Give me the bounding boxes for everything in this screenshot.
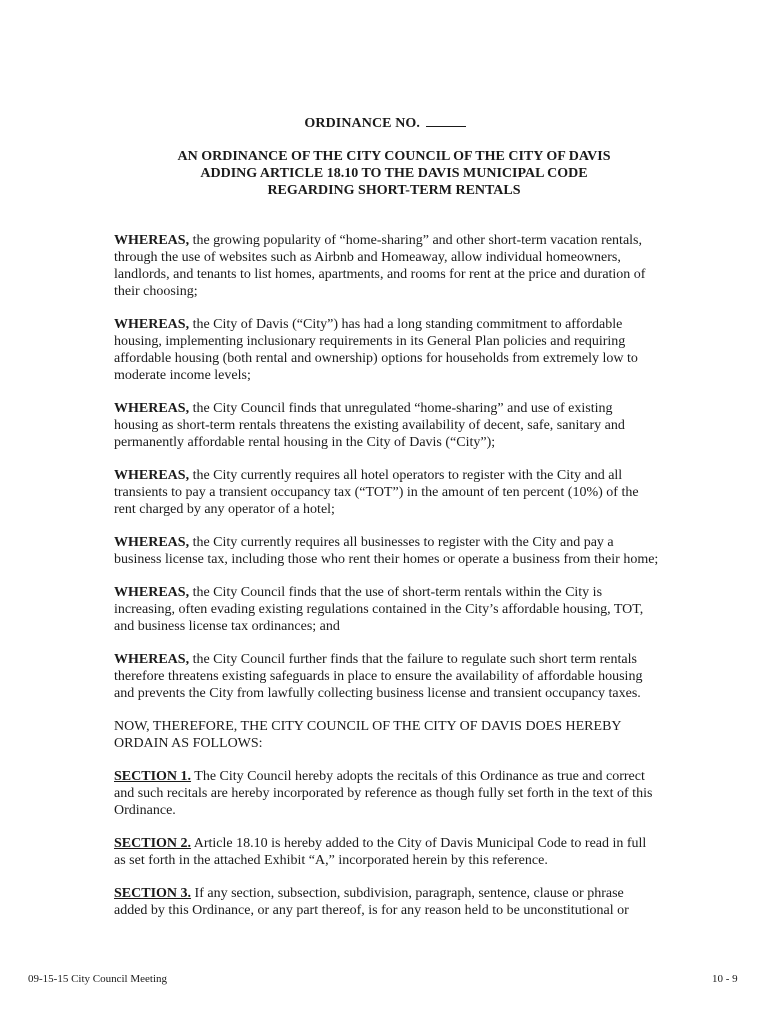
paragraph-line: ORDAIN AS FOLLOWS: (114, 736, 263, 751)
paragraph-line: landlords, and tenants to list homes, apartments, and rooms for rent at the price and duration of (114, 267, 646, 282)
section-2-paragraph (114, 835, 676, 869)
paragraph-line: through the use of websites such as Airbnb and Homeaway, allow individual homeowners, (114, 250, 621, 265)
document-body (114, 232, 676, 935)
paragraph-line: added by this Ordinance, or any part thereof, is for any reason held to be unconstitutional or (114, 903, 629, 918)
paragraph-line: NOW, THEREFORE, THE CITY COUNCIL OF THE CITY OF DAVIS DOES HEREBY (114, 719, 622, 734)
paragraph-line: moderate income levels; (114, 368, 251, 383)
ordinance-title (0, 114, 770, 132)
whereas-paragraph (114, 467, 676, 518)
whereas-lead: WHEREAS, (114, 401, 190, 416)
paragraph-line: their choosing; (114, 284, 198, 299)
paragraph-line: housing as short-term rentals threatens the existing availability of decent, safe, sanitary and (114, 418, 625, 433)
paragraph-line: and such recitals are hereby incorporated by reference as though fully set forth in the text of this (114, 786, 653, 801)
paragraph-line: therefore threatens existing safeguards in place to ensure the availability of affordable housing (114, 669, 643, 684)
paragraph-line: as set forth in the attached Exhibit “A,” incorporated herein by this reference. (114, 853, 548, 868)
subtitle-line: ADDING ARTICLE 18.10 TO THE DAVIS MUNICIPAL CODE (200, 166, 588, 181)
ordinance-number-blank (426, 114, 466, 127)
paragraph-line: and prevents the City from lawfully collecting business license and transient occupancy taxes. (114, 686, 641, 701)
paragraph-line: the City Council finds that unregulated “home-sharing” and use of existing (189, 401, 613, 416)
section-heading: SECTION 3. (114, 886, 192, 901)
section-heading: SECTION 2. (114, 836, 192, 851)
paragraph-line: Article 18.10 is hereby added to the City of Davis Municipal Code to read in full (191, 836, 647, 851)
now-therefore-paragraph (114, 718, 676, 752)
whereas-paragraph (114, 584, 676, 635)
whereas-lead: WHEREAS, (114, 535, 190, 550)
whereas-lead: WHEREAS, (114, 317, 190, 332)
footer-meeting-label: 09-15-15 City Council Meeting (28, 973, 168, 985)
paragraph-line: the growing popularity of “home-sharing” and other short-term vacation rentals, (189, 233, 642, 248)
paragraph-line: permanently affordable rental housing in the City of Davis (“City”); (114, 435, 496, 450)
whereas-lead: WHEREAS, (114, 585, 190, 600)
paragraph-line: If any section, subsection, subdivision, paragraph, sentence, clause or phrase (191, 886, 624, 901)
section-3-paragraph (114, 885, 676, 919)
paragraph-line: the City Council finds that the use of short-term rentals within the City is (189, 585, 603, 600)
section-1-paragraph (114, 768, 676, 819)
whereas-lead: WHEREAS, (114, 468, 190, 483)
footer-page-number: 10 - 9 (712, 973, 738, 985)
ordinance-subtitle (0, 148, 770, 199)
paragraph-line: the City Council further finds that the failure to regulate such short term rentals (189, 652, 637, 667)
ordinance-title-text: ORDINANCE NO. (304, 116, 421, 131)
paragraph-line: the City currently requires all businesses to register with the City and pay a (189, 535, 614, 550)
paragraph-line: housing, implementing inclusionary requirements in its General Plan policies and requiring (114, 334, 626, 349)
paragraph-line: transients to pay a transient occupancy tax (“TOT”) in the amount of ten percent (10%) of the (114, 485, 639, 500)
whereas-paragraph (114, 232, 676, 300)
section-heading: SECTION 1. (114, 769, 192, 784)
whereas-lead: WHEREAS, (114, 652, 190, 667)
paragraph-line: affordable housing (both rental and ownership) options for households from extremely low to (114, 351, 638, 366)
paragraph-line: the City of Davis (“City”) has had a long standing commitment to affordable (189, 317, 623, 332)
whereas-paragraph (114, 651, 676, 702)
paragraph-line: Ordinance. (114, 803, 176, 818)
paragraph-line: business license tax, including those who rent their homes or operate a business from their home; (114, 552, 659, 567)
paragraph-line: and business license tax ordinances; and (114, 619, 340, 634)
paragraph-line: The City Council hereby adopts the recitals of this Ordinance as true and correct (191, 769, 645, 784)
subtitle-line: REGARDING SHORT-TERM RENTALS (267, 183, 521, 198)
paragraph-line: rent charged by any operator of a hotel; (114, 502, 335, 517)
paragraph-line: increasing, often evading existing regulations contained in the City’s affordable housing, TOT, (114, 602, 644, 617)
subtitle-line: AN ORDINANCE OF THE CITY COUNCIL OF THE CITY OF DAVIS (177, 149, 611, 164)
whereas-paragraph (114, 400, 676, 451)
paragraph-line: the City currently requires all hotel operators to register with the City and all (189, 468, 623, 483)
whereas-paragraph (114, 534, 676, 568)
whereas-lead: WHEREAS, (114, 233, 190, 248)
whereas-paragraph (114, 316, 676, 384)
